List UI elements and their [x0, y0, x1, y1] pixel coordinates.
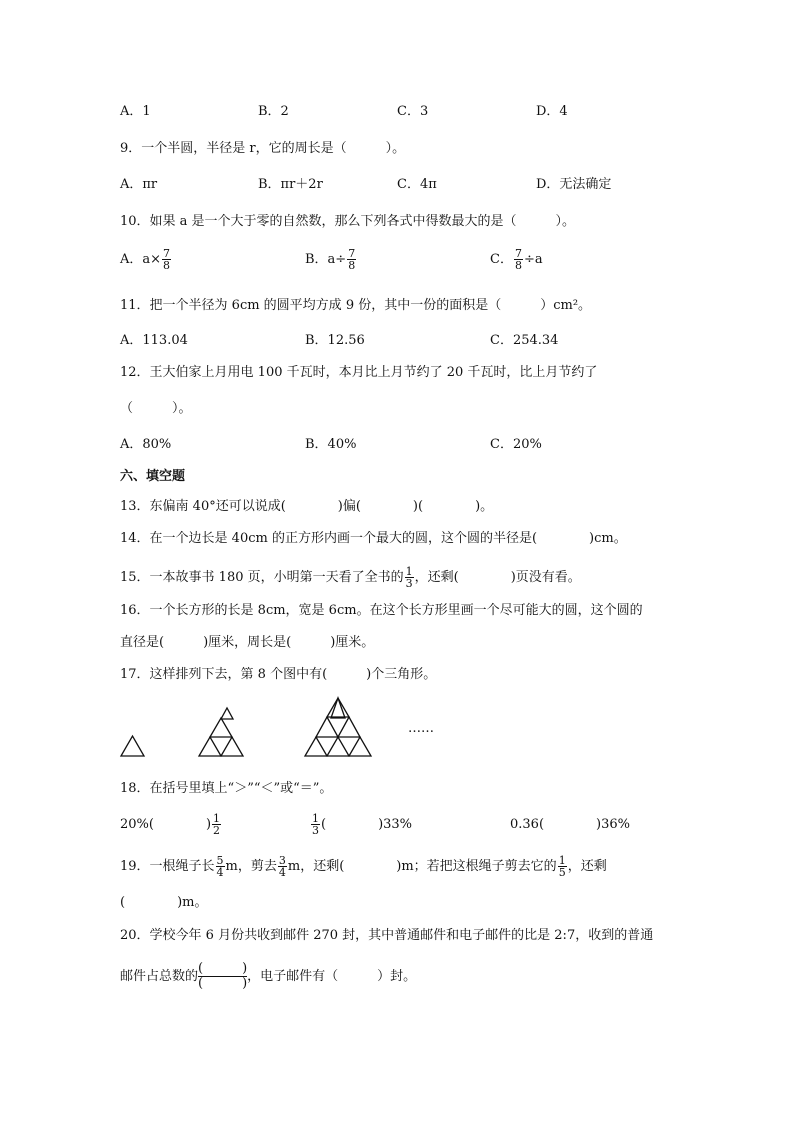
q10-option-c[interactable] — [490, 248, 543, 271]
section-heading: 六、填空题 — [120, 469, 186, 484]
q12-option-a[interactable]: A．80% — [120, 437, 172, 452]
q18-question: 18．在括号里填上“＞”“＜”或“＝”。 — [120, 781, 333, 796]
fraction: $\frac{5}{4}$ — [216, 854, 224, 879]
q13-question: 13．东偏南 40°还可以说成( )偏( )( )。 — [120, 499, 494, 514]
triangle-1 — [121, 736, 144, 756]
q18-c1-text: 20%( ) — [120, 817, 212, 832]
q14-question: 14．在一个边长是 40cm 的正方形内画一个最大的圆，这个圆的半径是( )cm。 — [120, 531, 627, 546]
q12-option-c[interactable]: C．20% — [490, 437, 542, 452]
fraction: $\frac{1}{3}$ — [312, 812, 319, 837]
fraction: $\frac{7}{8}$ — [514, 247, 522, 272]
q12-question-line2: （ ）。 — [120, 401, 192, 416]
q18-compare-2 — [310, 813, 412, 836]
q16-question-line2: 直径是( )厘米，周长是( )厘米。 — [120, 635, 375, 650]
q19-text-mid1: m，剪去 — [225, 859, 277, 874]
q15-text-post: ，还剩( )页没有看。 — [414, 570, 581, 585]
q8-option-d[interactable]: D．4 — [536, 104, 568, 119]
q18-compare-3: 0.36( )36% — [510, 817, 630, 832]
q19-text-pre: 19．一根绳子长 — [120, 859, 215, 874]
fraction: $\frac{1}{5}$ — [558, 854, 566, 879]
fraction: $\frac{7}{8}$ — [348, 247, 356, 272]
q10-c-prefix: C． — [490, 252, 513, 267]
fraction: $\frac{3}{4}$ — [278, 854, 286, 879]
q18-compare-1 — [120, 813, 222, 836]
q18-c2-text: ( )33% — [321, 817, 413, 832]
q9-option-c[interactable]: C．4π — [397, 177, 437, 192]
q10-a-prefix: A．a× — [120, 252, 162, 267]
fraction: $\frac{1}{3}$ — [405, 565, 413, 590]
q8-option-c[interactable]: C．3 — [397, 104, 429, 119]
q12-option-b[interactable]: B．40% — [305, 437, 357, 452]
q9-question: 9．一个半圆，半径是 r，它的周长是（ ）。 — [120, 141, 406, 156]
q11-question: 11．把一个半径为 6cm 的圆平均方成 9 份，其中一份的面积是（ ）cm²。 — [120, 298, 592, 313]
ellipsis: …… — [408, 721, 434, 736]
q12-question-line1: 12．王大伯家上月用电 100 千瓦时，本月比上月节约了 20 千瓦时，比上月节约了 — [120, 365, 598, 380]
q10-option-b[interactable] — [305, 248, 357, 271]
q8-option-a[interactable]: A．1 — [120, 104, 151, 119]
fraction: $\frac{7}{8}$ — [163, 247, 171, 272]
q17-question: 17．这样排列下去，第 8 个图中有( )个三角形。 — [120, 667, 437, 682]
fraction-blank[interactable]: ( ) ( ) — [198, 961, 248, 991]
q16-question-line1: 16．一个长方形的长是 8cm，宽是 6cm。在这个长方形里画一个尽可能大的圆，这个圆的 — [120, 603, 643, 618]
q10-c-suffix: ÷a — [523, 252, 543, 267]
q9-option-b[interactable]: B．πr＋2r — [258, 177, 323, 192]
q19-text-post: ，还剩 — [567, 859, 607, 874]
q11-option-c[interactable]: C．254.34 — [490, 333, 559, 348]
triangle-pattern-figure — [118, 690, 448, 762]
q9-option-d[interactable]: D．无法确定 — [536, 177, 612, 192]
fraction: $\frac{1}{2}$ — [213, 812, 221, 837]
q19-question-line2: ( )m。 — [120, 895, 208, 910]
q20-question-line1: 20．学校今年 6 月份共收到邮件 270 封，其中普通邮件和电子邮件的比是 2:7，收到的普通 — [120, 928, 654, 943]
q8-option-b[interactable]: B．2 — [258, 104, 289, 119]
q20-text-post: ，电子邮件有（ ）封。 — [247, 969, 417, 984]
q15-question — [120, 566, 581, 589]
q11-option-b[interactable]: B．12.56 — [305, 333, 365, 348]
q10-question: 10．如果 a 是一个大于零的自然数，那么下列各式中得数最大的是（ ）。 — [120, 214, 576, 229]
q19-text-mid2: m，还剩( )m；若把这根绳子剪去它的 — [287, 859, 557, 874]
q20-text-pre: 邮件占总数的 — [120, 969, 199, 984]
q10-option-a[interactable] — [120, 248, 172, 271]
q15-text-pre: 15．一本故事书 180 页，小明第一天看了全书的 — [120, 570, 404, 585]
q11-option-a[interactable]: A．113.04 — [120, 333, 188, 348]
q9-option-a[interactable]: A．πr — [120, 177, 158, 192]
q20-question-line2 — [120, 962, 416, 991]
q19-question-line1 — [120, 855, 607, 878]
q10-b-prefix: B．a÷ — [305, 252, 347, 267]
